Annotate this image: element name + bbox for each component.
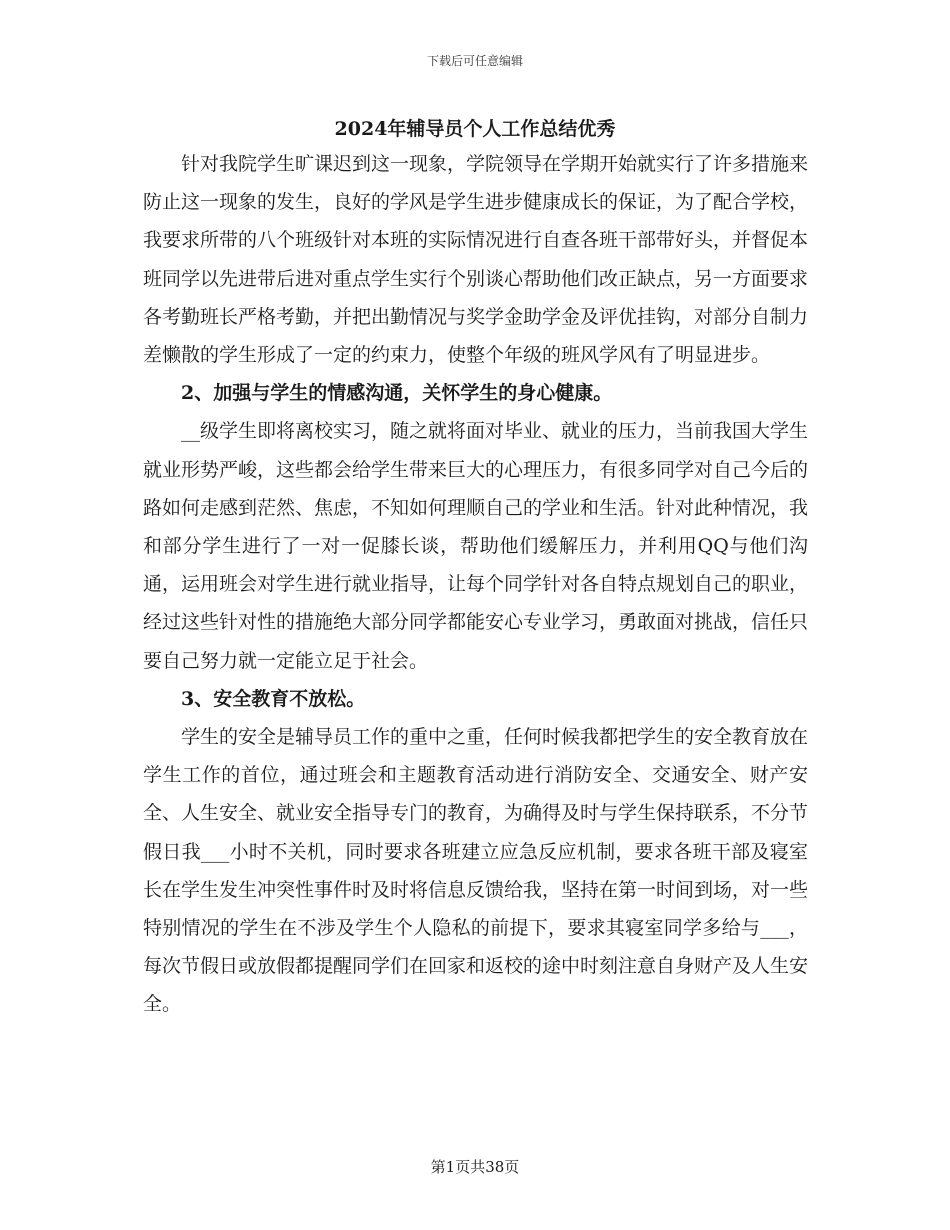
document-title: 2024年辅导员个人工作总结优秀 bbox=[334, 118, 616, 140]
paragraph-safety: 学生的安全是辅导员工作的重中之重，任何时候我都把学生的安全教育放在学生工作的首位，通过班会和主题教育活动进行消防安全、交通安全、财产安全、人生安全、就业安全指导专门的教育，为确得及时与学生保持联系，不分节假日我___小时不关机，同时要求各班建立应急反应机制，要求各班干部及寝室长在学生发生冲突性事件时及时将信息反馈给我，坚持在第一时间到场，对一些特别情况的学生在不涉及学生个人隐私的前提下，要求其寝室同学多给与___，每次节假日或放假都提醒同学们在回家和返校的途中时刻注意自身财产及人生安全。 bbox=[143, 726, 809, 1016]
section-heading-3: 3、安全教育不放松。 bbox=[181, 687, 366, 710]
paragraph-attendance: 针对我院学生旷课迟到这一现象，学院领导在学期开始就实行了许多措施来防止这一现象的发生，良好的学风是学生进步健康成长的保证，为了配合学校，我要求所带的八个班级针对本班的实际情况进行自查各班干部带好头，并督促本班同学以先进带后进对重点学生实行个别谈心帮助他们改正缺点，另一方面要求各考勤班长严格考勤，并把出勤情况与奖学金助学金及评优挂钩，对部分自制力差懒散的学生形成了一定的约束力，使整个年级的班风学风有了明显进步。 bbox=[143, 153, 809, 367]
page-footer: 第1页共38页 bbox=[430, 1158, 520, 1176]
page-header: 下载后可任意编辑 bbox=[426, 54, 523, 68]
section-heading-2: 2、加强与学生的情感沟通，关怀学生的身心健康。 bbox=[181, 382, 613, 405]
paragraph-communication: __级学生即将离校实习，随之就将面对毕业、就业的压力，当前我国大学生就业形势严峻，这些都会给学生带来巨大的心理压力，有很多同学对自己今后的路如何走感到茫然、焦虑，不知如何理顺自己的学业和生活。针对此种情况，我和部分学生进行了一对一促膝长谈，帮助他们缓解压力，并利用QQ与他们沟通，运用班会对学生进行就业指导，让每个同学针对各自特点规划自己的职业，经过这些针对性的措施绝大部分同学都能安心专业学习，勇敢面对挑战，信任只要自己努力就一定能立足于社会。 bbox=[143, 420, 809, 672]
document-body bbox=[143, 145, 808, 1024]
